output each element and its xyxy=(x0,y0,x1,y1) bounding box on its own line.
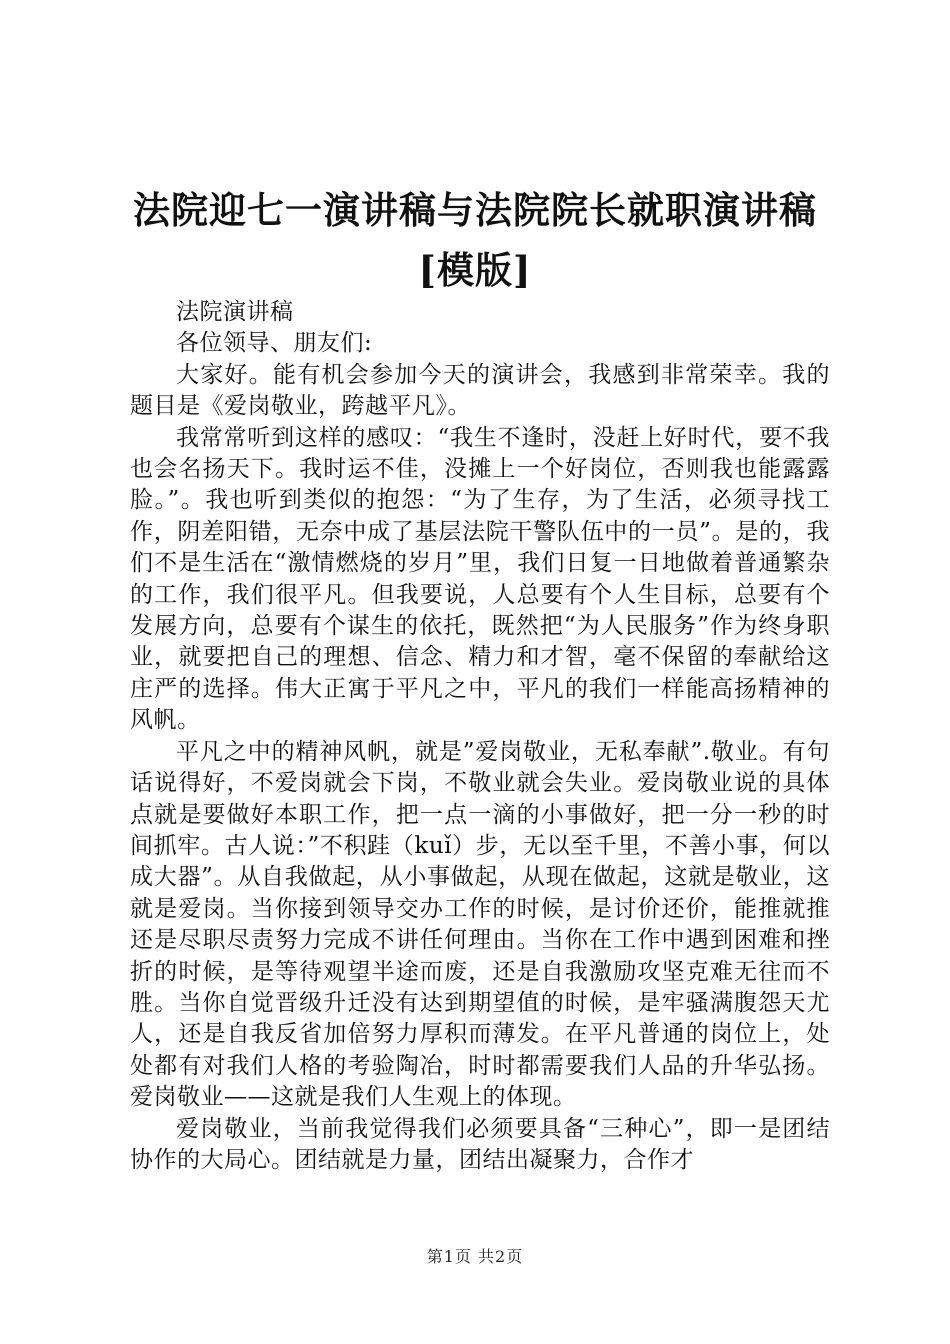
paragraph-heading: 法院演讲稿 xyxy=(176,299,294,325)
paragraph: 我常常听到这样的感叹：“我生不逢时，没赶上好时代，要不我也会名扬天下。我时运不佳，没摊上一个好岗位，否则我也能露露脸。”。我也听到类似的抱怨：“为了生存，为了生活，必须寻找工作，阴差阳错，无奈中成了基层法院干警队伍中的一员”。是的，我们不是生活在“激情燃烧的岁月”里，我们日复一日地做着普通繁杂的工作，我们很平凡。但我要说，人总要有个人生目标，总要有个发展方向，总要有个谋生的依托，既然把“为人民服务”作为终身职业，就要把自己的理想、信念、精力和才智，毫不保留的奉献给这庄严的选择。伟大正寓于平凡之中，平凡的我们一样能高扬精神的风帆。 xyxy=(130,424,830,734)
paragraph: 大家好。能有机会参加今天的演讲会，我感到非常荣幸。我的题目是《爱岗敬业，跨越平凡》。 xyxy=(130,361,830,420)
paragraph: 平凡之中的精神风帆，就是”爱岗敬业，无私奉献”.敬业。有句话说得好，不爱岗就会下岗，不敬业就会失业。爱岗敬业说的具体点就是要做好本职工作，把一点一滴的小事做好，把一分一秒的时间抓牢。古人说：”不积跬（kuǐ）步，无以至千里，不善小事，何以成大器”。从自我做起，从小事做起，从现在做起，这就是敬业，这就是爱岗。当你接到领导交办工作的时候，是讨价还价，能推就推还是尽职尽责努力完成不讲任何理由。当你在工作中遇到困难和挫折的时候，是等待观望半途而废，还是自我激励攻坚克难无往而不胜。当你自觉晋级升迁没有达到期望值的时候，是牢骚满腹怨天尤人，还是自我反省加倍努力厚积而薄发。在平凡普通的岗位上，处处都有对我们人格的考验陶冶，时时都需要我们人品的升华弘扬。爱岗敬业——这就是我们人生观上的体现。 xyxy=(130,738,830,1111)
document-title: 法院迎七一演讲稿与法院院长就职演讲稿[模版] xyxy=(133,188,817,292)
paragraph: 爱岗敬业，当前我觉得我们必须要具备“三种心”，即一是团结协作的大局心。团结就是力量，团结出凝聚力，合作才 xyxy=(130,1115,830,1173)
document-body xyxy=(130,297,830,1176)
page-number-footer: 第1页 共2页 xyxy=(426,1247,524,1266)
paragraph-salutation: 各位领导、朋友们: xyxy=(176,330,373,357)
